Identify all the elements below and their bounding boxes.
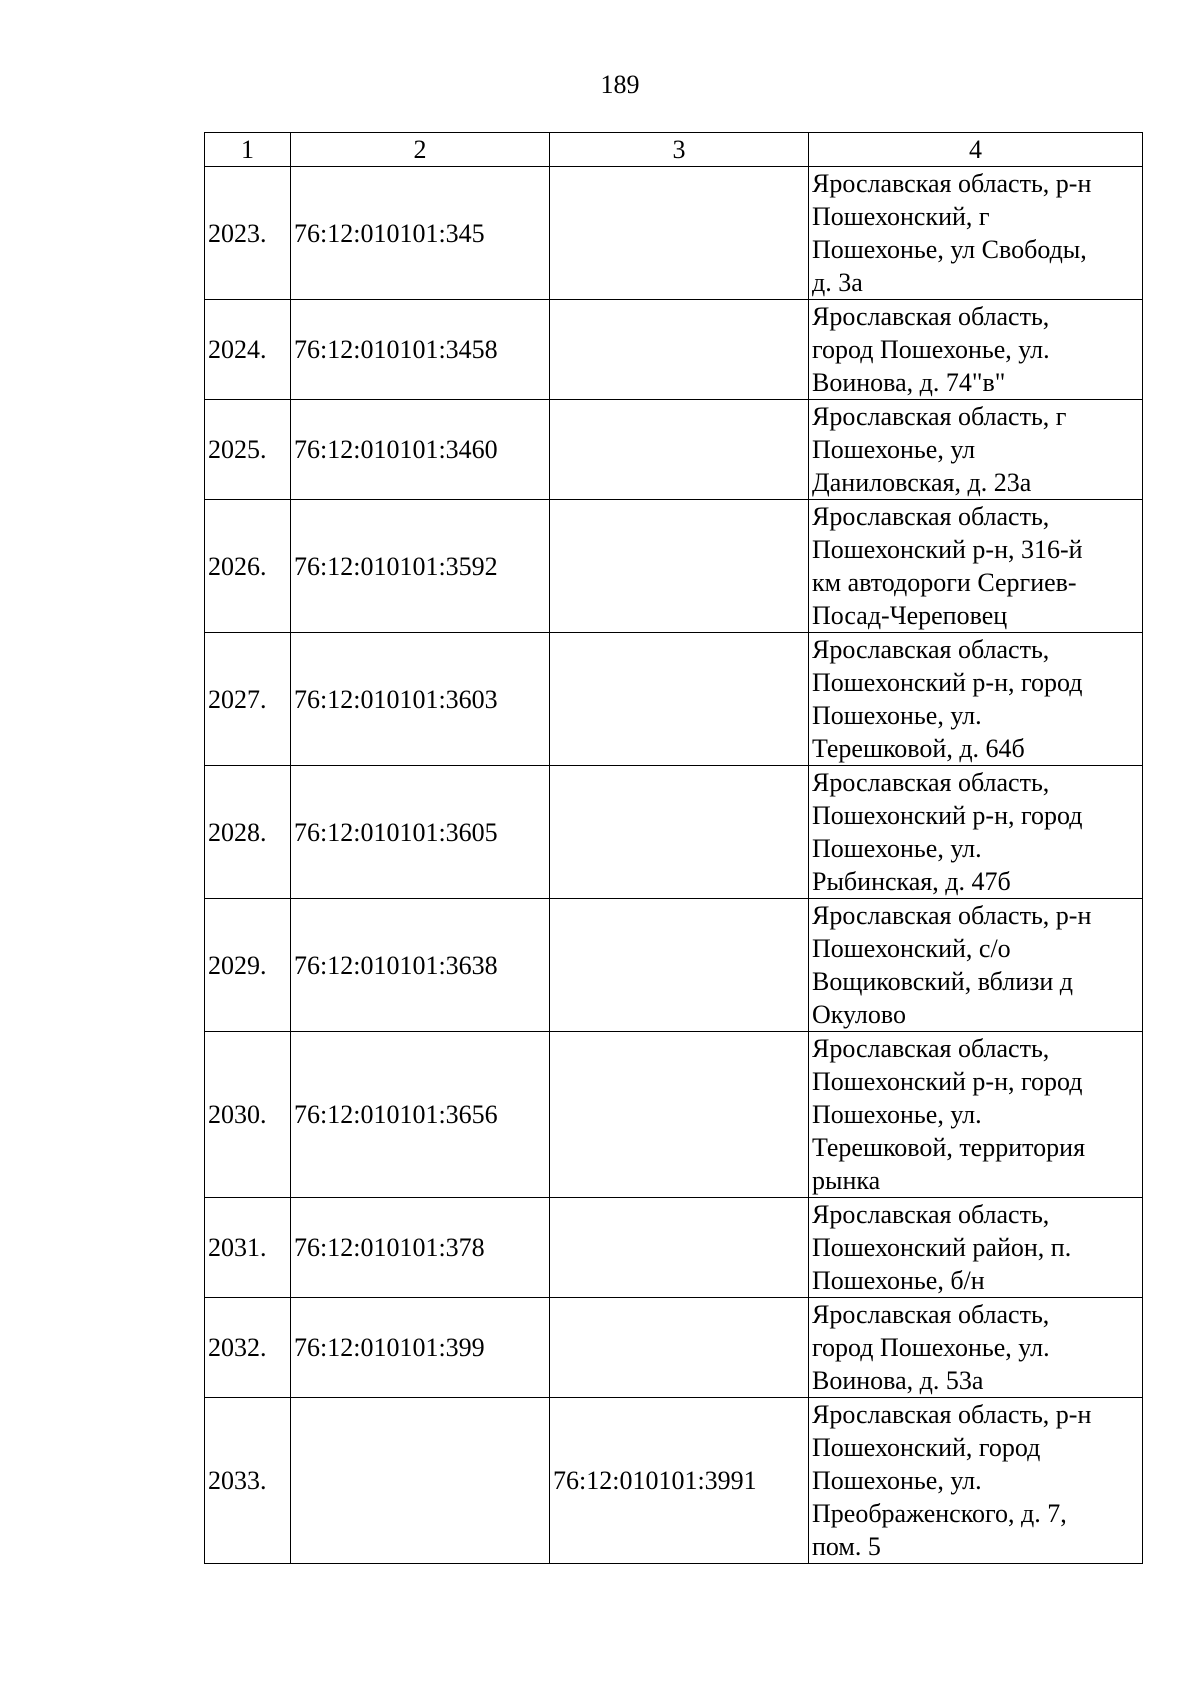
cadastral-number-cell: 76:12:010101:378 [291, 1198, 550, 1298]
row-number-cell: 2029. [205, 899, 291, 1032]
related-cadastral-number-cell [550, 1298, 809, 1398]
address-cell [809, 899, 1143, 1032]
address-cell [809, 167, 1143, 300]
address-line: Ярославская область, р-н [812, 1400, 1092, 1429]
address-line: Посад-Череповец [812, 601, 1008, 630]
address-line: Терешковой, д. 64б [812, 734, 1025, 763]
address-cell [809, 300, 1143, 400]
related-cadastral-number-cell [550, 766, 809, 899]
related-cadastral-number-cell [550, 899, 809, 1032]
address-line: Пошехонский, с/о [812, 934, 1011, 963]
related-cadastral-number-cell [550, 633, 809, 766]
page-number: 189 [600, 70, 640, 99]
related-cadastral-number-cell [550, 1198, 809, 1298]
row-number-cell: 2032. [205, 1298, 291, 1398]
table-header-row [205, 133, 1143, 167]
table-row [205, 766, 1143, 899]
table-row [205, 1032, 1143, 1198]
address-line: Пошехонье, ул Свободы, [812, 235, 1087, 264]
address-line: Ярославская область, [812, 1200, 1050, 1229]
column-header-3: 3 [550, 133, 809, 167]
table-row [205, 400, 1143, 500]
address-line: д. 3а [812, 268, 863, 297]
address-cell [809, 1198, 1143, 1298]
row-number-cell: 2026. [205, 500, 291, 633]
address-line: Ярославская область, г [812, 402, 1067, 431]
address-line: Пошехонье, ул [812, 435, 976, 464]
row-number-cell: 2024. [205, 300, 291, 400]
address-line: Окулово [812, 1000, 906, 1029]
address-line: город Пошехонье, ул. [812, 1333, 1050, 1362]
related-cadastral-number-cell [550, 400, 809, 500]
address-line: Пошехонье, ул. [812, 1466, 982, 1495]
row-number-cell: 2028. [205, 766, 291, 899]
address-line: Пошехонский р-н, город [812, 1067, 1083, 1096]
address-line: Ярославская область, [812, 502, 1050, 531]
address-line: Ярославская область, [812, 768, 1050, 797]
address-cell [809, 1298, 1143, 1398]
address-cell [809, 1398, 1143, 1564]
address-line: город Пошехонье, ул. [812, 335, 1050, 364]
cadastral-number-cell: 76:12:010101:3603 [291, 633, 550, 766]
address-line: Ярославская область, [812, 635, 1050, 664]
address-line: Пошехонский район, п. [812, 1233, 1072, 1262]
column-header-4: 4 [809, 133, 1143, 167]
address-line: км автодороги Сергиев- [812, 568, 1077, 597]
column-header-1: 1 [205, 133, 291, 167]
address-line: Пошехонье, ул. [812, 701, 982, 730]
table-row [205, 500, 1143, 633]
address-line: Пошехонье, б/н [812, 1266, 985, 1295]
table-row [205, 1298, 1143, 1398]
table-body [205, 167, 1143, 1564]
address-line: Терешковой, территория [812, 1133, 1086, 1162]
address-line: Рыбинская, д. 47б [812, 867, 1011, 896]
related-cadastral-number-cell: 76:12:010101:3991 [550, 1398, 809, 1564]
row-number-cell: 2027. [205, 633, 291, 766]
address-line: Пошехонский, г [812, 202, 990, 231]
address-line: Воинова, д. 74"в" [812, 368, 1006, 397]
table-row [205, 1198, 1143, 1298]
address-line: Пошехонье, ул. [812, 1100, 982, 1129]
address-line: Ярославская область, [812, 302, 1050, 331]
cadastral-number-cell: 76:12:010101:3638 [291, 899, 550, 1032]
address-line: рынка [812, 1166, 881, 1195]
related-cadastral-number-cell [550, 1032, 809, 1198]
cadastral-number-cell: 76:12:010101:3592 [291, 500, 550, 633]
address-line: Вощиковский, вблизи д [812, 967, 1074, 996]
address-line: Пошехонье, ул. [812, 834, 982, 863]
table-row [205, 633, 1143, 766]
cadastral-number-cell: 76:12:010101:399 [291, 1298, 550, 1398]
address-line: Ярославская область, р-н [812, 169, 1092, 198]
table-row [205, 1398, 1143, 1564]
related-cadastral-number-cell [550, 300, 809, 400]
cadastral-number-cell: 76:12:010101:3458 [291, 300, 550, 400]
row-number-cell: 2033. [205, 1398, 291, 1564]
cadastral-number-cell [291, 1398, 550, 1564]
table-row [205, 167, 1143, 300]
address-cell [809, 500, 1143, 633]
address-line: Пошехонский р-н, 316-й [812, 535, 1083, 564]
address-cell [809, 1032, 1143, 1198]
cadastral-number-cell: 76:12:010101:3460 [291, 400, 550, 500]
cadastral-number-cell: 76:12:010101:345 [291, 167, 550, 300]
address-cell [809, 400, 1143, 500]
address-line: Пошехонский, город [812, 1433, 1041, 1462]
column-header-2: 2 [291, 133, 550, 167]
address-line: Даниловская, д. 23а [812, 468, 1032, 497]
address-cell [809, 633, 1143, 766]
address-line: пом. 5 [812, 1532, 881, 1561]
address-line: Воинова, д. 53а [812, 1366, 984, 1395]
address-line: Преображенского, д. 7, [812, 1499, 1067, 1528]
address-line: Ярославская область, [812, 1300, 1050, 1329]
row-number-cell: 2023. [205, 167, 291, 300]
related-cadastral-number-cell [550, 167, 809, 300]
address-line: Пошехонский р-н, город [812, 668, 1083, 697]
row-number-cell: 2031. [205, 1198, 291, 1298]
table-row [205, 899, 1143, 1032]
address-line: Пошехонский р-н, город [812, 801, 1083, 830]
cadastral-number-cell: 76:12:010101:3656 [291, 1032, 550, 1198]
related-cadastral-number-cell [550, 500, 809, 633]
row-number-cell: 2030. [205, 1032, 291, 1198]
address-line: Ярославская область, р-н [812, 901, 1092, 930]
address-cell [809, 766, 1143, 899]
address-line: Ярославская область, [812, 1034, 1050, 1063]
table-row [205, 300, 1143, 400]
cadastral-number-cell: 76:12:010101:3605 [291, 766, 550, 899]
row-number-cell: 2025. [205, 400, 291, 500]
cadastral-table [204, 132, 1143, 1564]
